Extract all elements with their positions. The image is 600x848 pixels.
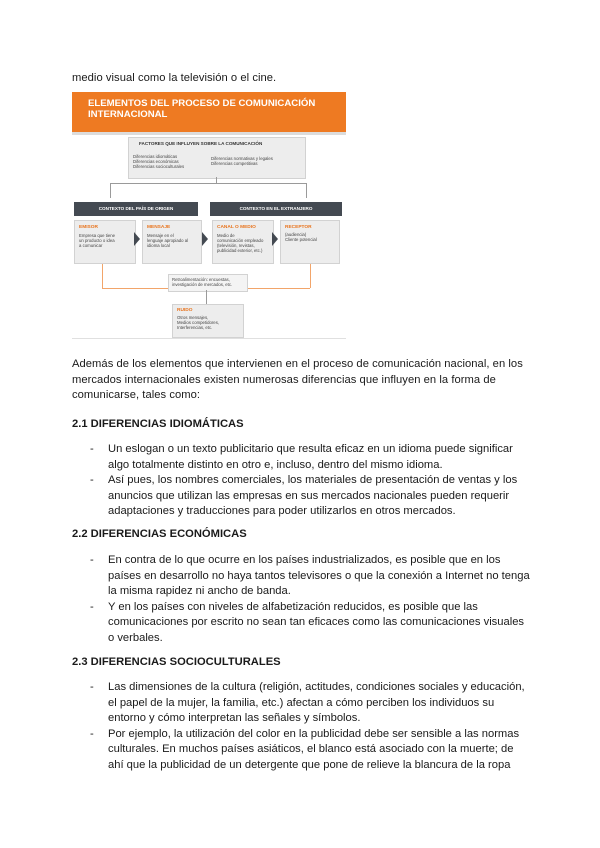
factor-sociocultural: Diferencias socioculturales: [133, 164, 185, 169]
list-item: - Las dimensiones de la cultura (religión, actitudes, condiciones sociales y educación, el papel de la mujer, la familia, etc.) afectan a cómo perciben los individuos su entorno y cómo interpretan las señales y símbolos.: [72, 680, 532, 727]
communication-process-diagram: [72, 92, 346, 340]
ruido-title: RUIDO: [177, 308, 193, 313]
canal-arrow-icon: [272, 232, 278, 246]
mensaje-title: MENSAJE: [147, 225, 171, 230]
receptor-line: (audiencia): [285, 232, 307, 237]
receptor-box: [280, 220, 340, 264]
origin-context-header: CONTEXTO DEL PAÍS DE ORIGEN: [74, 202, 198, 216]
mensaje-line: idioma local: [147, 243, 170, 248]
canal-line: (televisión, revistas,: [217, 243, 255, 248]
mensaje-line: lenguaje apropiado al: [147, 238, 189, 243]
feedback-line: investigación de mercados, etc.: [172, 282, 233, 287]
paragraph-intro: Además de los elementos que intervienen en el proceso de comunicación nacional, en los mercados internacionales existen numerosas diferencias que influyen en la forma de comunicarse, tales como:: [72, 358, 523, 402]
list-item: - Por ejemplo, la utilización del color en la publicidad debe ser sensible a las normas culturales. En muchos países asiáticos, el blanco está asociado con la muerte; de ahí que la publicidad de un detergente que pone de relieve la blancura de la ropa: [72, 727, 532, 774]
factors-connector: [110, 183, 306, 184]
canal-title: CANAL O MEDIO: [217, 225, 256, 230]
list-item: - Un eslogan o un texto publicitario que resulta eficaz en un idioma puede significar algo totalmente distinto en otro e, incluso, dentro del mismo idioma.: [72, 442, 532, 473]
bullets-economic: [72, 553, 532, 647]
ruido-line: Interferencias, etc.: [177, 325, 213, 330]
emisor-box: [74, 220, 136, 264]
list-item: - En contra de lo que ocurre en los países industrializados, es posible que en los países en desarrollo no haya tantos televisores o que la conexión a Internet no tenga la misma rapidez ni ancho de banda.: [72, 553, 532, 600]
receptor-line: Cliente potencial: [285, 237, 317, 242]
origin-connector: [110, 183, 111, 198]
canal-line: publicidad exterior, etc.): [217, 248, 263, 253]
bullets-sociocultural: [72, 680, 532, 774]
ruido-box: [172, 304, 244, 338]
diagram-title-rule: [72, 132, 346, 135]
foreign-context-header: CONTEXTO EN EL EXTRANJERO: [210, 202, 342, 216]
ruido-connector: [206, 290, 207, 304]
canal-box: [212, 220, 274, 264]
emisor-line: Empresa que tiene: [79, 233, 116, 238]
factor-idiomatic: Diferencias idiomáticas: [133, 154, 178, 159]
section-heading-sociocultural: 2.3 DIFERENCIAS SOCIOCULTURALES: [72, 656, 281, 668]
list-item: - Así pues, los nombres comerciales, los materiales de presentación de ventas y los anuncios que utilizan las empresas en sus mercados nacionales pueden requerir adaptaciones y traducciones para poder utilizarlos en otros mercados.: [72, 473, 532, 520]
feedback-right-line: [310, 264, 311, 288]
receptor-title: RECEPTOR: [285, 225, 312, 230]
ruido-line: Medios competidores,: [177, 320, 220, 325]
diagram-bottom-rule: [72, 338, 346, 339]
factor-competitive: Diferencias competitivas: [211, 161, 258, 166]
mensaje-box: [142, 220, 202, 264]
diagram-title: ELEMENTOS DEL PROCESO DE COMUNICACIÓN INTERNACIONAL: [88, 98, 316, 120]
factors-title: FACTORES QUE INFLUYEN SOBRE LA COMUNICACIÓN: [139, 141, 263, 146]
intro-line: medio visual como la televisión o el cine.: [72, 72, 277, 84]
factors-stem: [216, 177, 217, 183]
emisor-line: un producto o idea: [79, 238, 115, 243]
diagram-title-bar: [72, 92, 346, 132]
mensaje-line: Mensaje en el: [147, 233, 174, 238]
factor-economic: Diferencias económicas: [133, 159, 179, 164]
canal-line: Medio de: [217, 233, 235, 238]
factors-box: [128, 137, 306, 179]
section-heading-idiomatic: 2.1 DIFERENCIAS IDIOMÁTICAS: [72, 418, 244, 430]
bullets-idiomatic: [72, 442, 532, 520]
canal-line: comunicación empleado: [217, 238, 264, 243]
feedback-box: [168, 274, 248, 292]
section-heading-economic: 2.2 DIFERENCIAS ECONÓMICAS: [72, 528, 247, 540]
feedback-line: Retroalimentación: encuestas,: [172, 277, 230, 282]
factor-legal: Diferencias normativas y legales: [211, 156, 273, 161]
foreign-connector: [306, 183, 307, 198]
mensaje-arrow-icon: [202, 232, 208, 246]
list-item: - Y en los países con niveles de alfabetización reducidos, es posible que las comunicaciones por escrito no sean tan eficaces como las comunicaciones visuales o verbales.: [72, 600, 532, 647]
emisor-line: a comunicar: [79, 243, 103, 248]
ruido-line: Otros mensajes,: [177, 315, 209, 320]
emisor-title: EMISOR: [79, 225, 98, 230]
emisor-arrow-icon: [134, 232, 140, 246]
feedback-left-line: [102, 264, 103, 288]
